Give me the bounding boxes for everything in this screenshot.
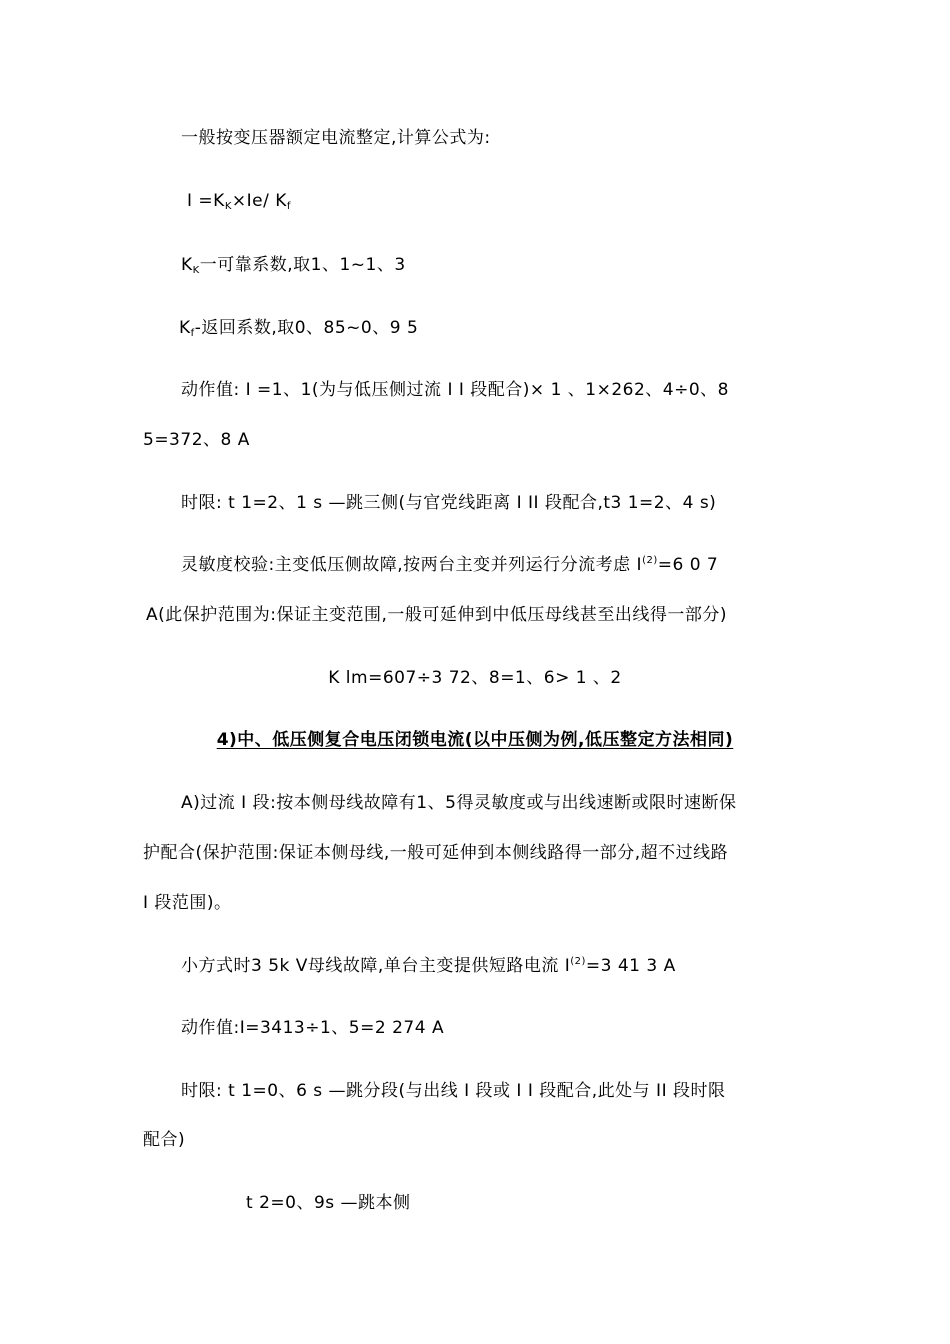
return-coefficient [179, 317, 418, 342]
action-value-line-2: 5=372、8 A [143, 430, 250, 450]
paragraph-line-1: A)过流 I 段:按本侧母线故障有1、5得灵敏度或与出线速断或限时速断保 [181, 793, 737, 813]
definition-text: 一可靠系数,取1、1~1、3 [199, 255, 406, 275]
sensitivity-text: 灵敏度校验:主变低压侧故障,按两台主变并列运行分流考虑 I [181, 555, 643, 575]
action-value-line: 动作值:I=3413÷1、5=2 274 A [181, 1018, 445, 1038]
formula-part: ×Ie/ K [231, 191, 287, 211]
symbol-subscript: f [190, 328, 195, 339]
time-limit-line-2: 配合) [143, 1130, 186, 1150]
symbol: K [181, 255, 193, 275]
symbol: K [179, 318, 191, 338]
time-limit-line: 时限: t 1=2、1 s —跳三侧(与官党线距离 I II 段配合,t3 1=2、4 s) [181, 493, 717, 513]
sensitivity-check-line-1 [181, 554, 718, 579]
sensitivity-check-line-2: A(此保护范围为:保证主变范围,一般可延伸到中低压母线甚至出线得一部分) [146, 605, 728, 625]
action-value-line-1: 动作值: I =1、1(为与低压侧过流 I I 段配合)× 1 、1×262、4÷0、8 [181, 380, 729, 400]
paragraph-line-3: I 段范围)。 [143, 893, 232, 913]
superscript: (2) [642, 555, 658, 566]
section-heading: 4)中、低压侧复合电压闭锁电流(以中压侧为例,低压整定方法相同) [216, 730, 734, 750]
symbol-subscript: K [192, 265, 200, 276]
short-circuit-value: =3 41 3 A [585, 956, 676, 976]
short-circuit-line [181, 955, 676, 980]
sensitivity-value: =6 0 7 [657, 555, 719, 575]
formula-subscript: K [224, 201, 232, 212]
time-limit-line-1: 时限: t 1=0、6 s —跳分段(与出线 I 段或 I I 段配合,此处与 II 段时限 [181, 1081, 726, 1101]
formula-subscript: f [286, 201, 291, 212]
formula-part: I =K [187, 191, 225, 211]
superscript: (2) [570, 956, 586, 967]
paragraph-line-2: 护配合(保护范围:保证本侧母线,一般可延伸到本侧线路得一部分,超不过线路 [143, 843, 729, 863]
formula-line [187, 190, 291, 215]
sensitivity-formula: K lm=607÷3 72、8=1、6> 1 、2 [328, 668, 622, 688]
reliability-coefficient [181, 254, 406, 279]
short-circuit-text: 小方式时3 5k V母线故障,单台主变提供短路电流 I [181, 956, 571, 976]
formula-intro: 一般按变压器额定电流整定,计算公式为: [181, 128, 491, 148]
time-limit-t2: t 2=0、9s —跳本侧 [246, 1193, 411, 1213]
definition-text: -返回系数,取0、85~0、9 5 [194, 318, 419, 338]
